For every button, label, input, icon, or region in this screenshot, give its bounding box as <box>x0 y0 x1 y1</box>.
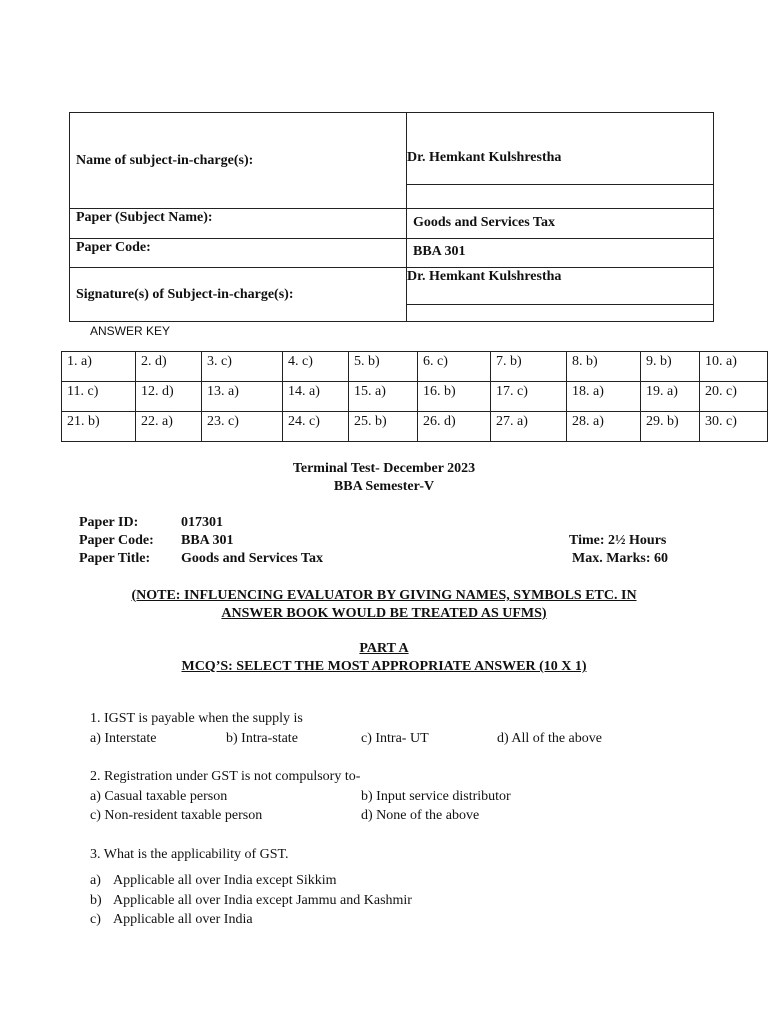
question-3-option-c: Applicable all over India <box>113 912 253 927</box>
answer-key-cell: 29. b) <box>641 412 700 442</box>
signature-blank-cell <box>407 305 714 322</box>
subject-info-table <box>69 112 714 322</box>
paper-code-label: Paper Code: <box>79 533 154 548</box>
paper-code-label: Paper Code: <box>76 240 151 255</box>
answer-key-cell: 23. c) <box>202 412 283 442</box>
answer-key-cell: 16. b) <box>418 382 491 412</box>
answer-key-cell: 19. a) <box>641 382 700 412</box>
subject-in-charge-label-cell <box>70 113 407 209</box>
question-3-option-a: Applicable all over India except Sikkim <box>113 873 337 888</box>
paper-code-label-cell <box>70 239 407 268</box>
answer-key-row <box>62 352 768 382</box>
question-2-option-d: d) None of the above <box>361 808 480 823</box>
answer-key-cell: 30. c) <box>700 412 768 442</box>
question-2-option-c: c) Non-resident taxable person <box>90 808 263 823</box>
answer-key-cell: 13. a) <box>202 382 283 412</box>
answer-key-cell: 20. c) <box>700 382 768 412</box>
signature-value-cell <box>407 268 714 305</box>
answer-key-cell: 11. c) <box>62 382 136 412</box>
answer-key-cell: 5. b) <box>349 352 418 382</box>
answer-key-cell: 17. c) <box>491 382 567 412</box>
subject-in-charge-value-cell <box>407 113 714 185</box>
answer-key-cell: 21. b) <box>62 412 136 442</box>
paper-subject-value: Goods and Services Tax <box>413 215 555 230</box>
max-marks: Max. Marks: 60 <box>572 551 669 566</box>
question-2-text: 2. Registration under GST is not compulsory to- <box>90 769 361 784</box>
answer-key-cell: 1. a) <box>62 352 136 382</box>
paper-id-label: Paper ID: <box>79 515 139 530</box>
question-3-marker-b: b) <box>90 893 102 908</box>
question-2-option-a: a) Casual taxable person <box>90 789 228 804</box>
answer-key-cell: 9. b) <box>641 352 700 382</box>
answer-key-cell: 8. b) <box>567 352 641 382</box>
question-1-text: 1. IGST is payable when the supply is <box>90 711 303 726</box>
paper-subject-label-cell <box>70 209 407 239</box>
paper-code-value-cell <box>407 239 714 268</box>
semester-title: BBA Semester-V <box>333 479 435 494</box>
subject-in-charge-blank-cell <box>407 185 714 209</box>
question-2-option-b: b) Input service distributor <box>361 789 511 804</box>
answer-key-cell: 6. c) <box>418 352 491 382</box>
answer-key-cell: 24. c) <box>283 412 349 442</box>
paper-title-value: Goods and Services Tax <box>181 551 323 566</box>
test-title: Terminal Test- December 2023 <box>292 461 476 476</box>
question-1-option-d: d) All of the above <box>497 731 602 746</box>
answer-key-cell: 18. a) <box>567 382 641 412</box>
part-title: PART A <box>359 641 409 656</box>
paper-code-value: BBA 301 <box>413 244 466 259</box>
answer-key-row <box>62 382 768 412</box>
answer-key-cell: 27. a) <box>491 412 567 442</box>
question-1-option-c: c) Intra- UT <box>361 731 429 746</box>
signature-label: Signature(s) of Subject-in-charge(s): <box>76 287 294 302</box>
answer-key-label: ANSWER KEY <box>90 324 171 338</box>
time-duration: Time: 2½ Hours <box>569 533 667 548</box>
question-3-marker-c: c) <box>90 912 101 927</box>
signature-label-cell <box>70 268 407 322</box>
note-line-2: ANSWER BOOK WOULD BE TREATED AS UFMS) <box>221 606 547 621</box>
answer-key-row <box>62 412 768 442</box>
answer-key-cell: 3. c) <box>202 352 283 382</box>
question-3-marker-a: a) <box>90 873 101 888</box>
question-3-option-b: Applicable all over India except Jammu and Kashmir <box>113 893 412 908</box>
paper-title-label: Paper Title: <box>79 551 151 566</box>
answer-key-cell: 12. d) <box>136 382 202 412</box>
question-3-text: 3. What is the applicability of GST. <box>90 847 289 862</box>
answer-key-cell: 4. c) <box>283 352 349 382</box>
answer-key-cell: 15. a) <box>349 382 418 412</box>
subject-in-charge-value: Dr. Hemkant Kulshrestha <box>407 150 562 165</box>
answer-key-cell: 22. a) <box>136 412 202 442</box>
note-line-1: (NOTE: INFLUENCING EVALUATOR BY GIVING NAMES, SYMBOLS ETC. IN <box>131 588 637 603</box>
part-subtitle: MCQ’S: SELECT THE MOST APPROPRIATE ANSWER (10 X 1) <box>181 659 587 674</box>
signature-value: Dr. Hemkant Kulshrestha <box>407 269 562 284</box>
answer-key-cell: 2. d) <box>136 352 202 382</box>
answer-key-table <box>61 351 768 442</box>
answer-key-cell: 7. b) <box>491 352 567 382</box>
answer-key-cell: 10. a) <box>700 352 768 382</box>
paper-subject-label: Paper (Subject Name): <box>76 210 213 225</box>
paper-subject-value-cell <box>407 209 714 239</box>
subject-in-charge-label: Name of subject-in-charge(s): <box>76 153 254 168</box>
question-1-option-a: a) Interstate <box>90 731 157 746</box>
answer-key-cell: 25. b) <box>349 412 418 442</box>
paper-code-value: BBA 301 <box>181 533 234 548</box>
paper-id-value: 017301 <box>181 515 223 530</box>
answer-key-cell: 14. a) <box>283 382 349 412</box>
question-1-option-b: b) Intra-state <box>226 731 298 746</box>
answer-key-cell: 28. a) <box>567 412 641 442</box>
answer-key-cell: 26. d) <box>418 412 491 442</box>
